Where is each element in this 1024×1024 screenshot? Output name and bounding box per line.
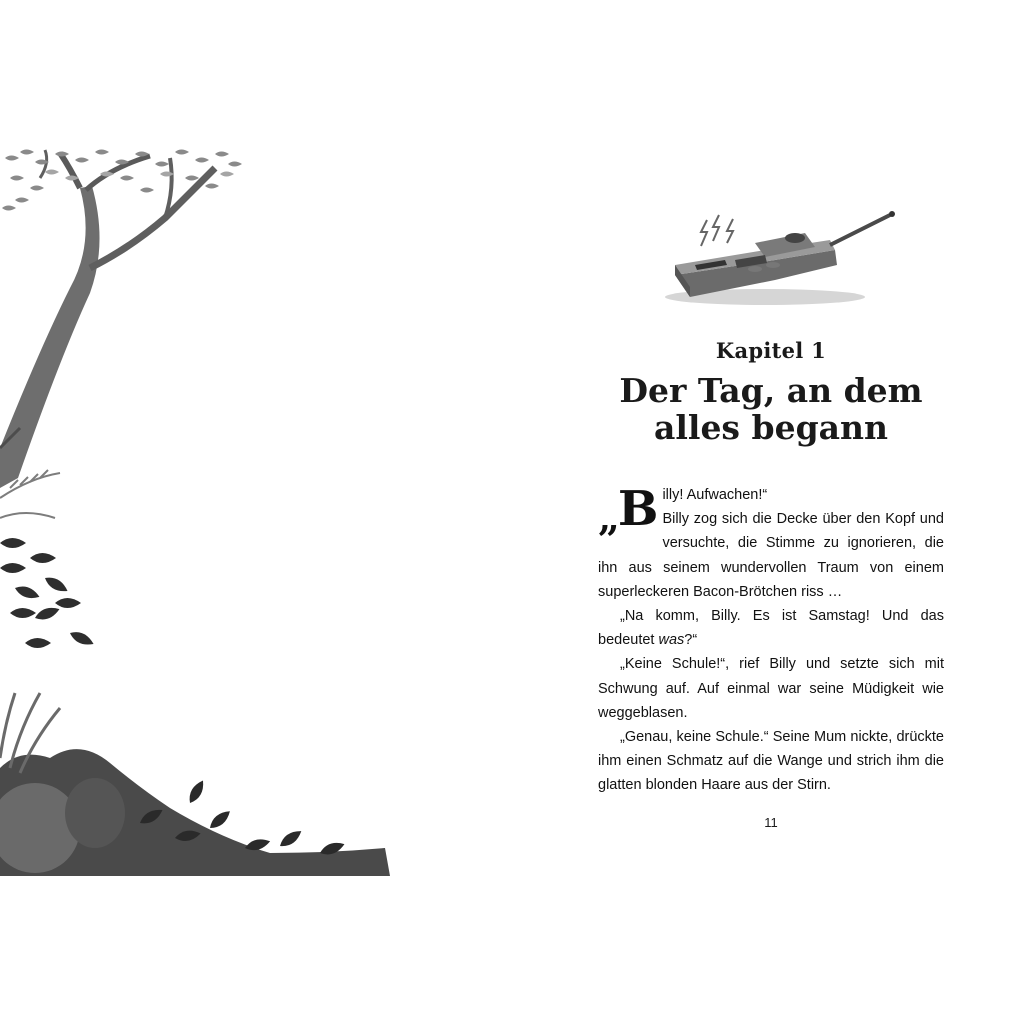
drop-cap: „B [598,481,659,540]
chapter-title-line-1: Der Tag, an dem [619,371,923,410]
chapter-label: Kapitel 1 [715,338,827,363]
chapter-title-line-2: alles begann [653,408,889,447]
jungle-tree-illustration [0,148,390,876]
paragraph-2: „Na komm, Billy. Es ist Samstag! Und das bedeutet was?“ [598,608,944,649]
chapter-body-text [598,483,944,798]
paragraph-1 [598,483,944,604]
walkie-talkie-illustration [655,205,905,310]
paragraph-3: „Keine Schule!“, rief Billy und setzte sich mit Schwung auf. Auf einmal war seine Müdigkeit wie weggeblasen. [598,656,944,721]
page-number: 11 [764,815,778,830]
paragraph-1-body: Billy zog sich die Decke über den Kopf und versuchte, die Stimme zu ignorieren, die ihn aus seinem wundervollen Traum von einem superleckeren Bacon-Brötchen riss … [598,511,944,600]
paragraph-4: „Genau, keine Schule.“ Seine Mum nickte, drückte ihm einen Schmatz auf die Wange und strich ihm die glatten blonden Haare aus der Stirn. [598,729,944,794]
chapter-title [578,372,964,446]
paragraph-1-opening: illy! Aufwachen!“ [662,487,768,503]
